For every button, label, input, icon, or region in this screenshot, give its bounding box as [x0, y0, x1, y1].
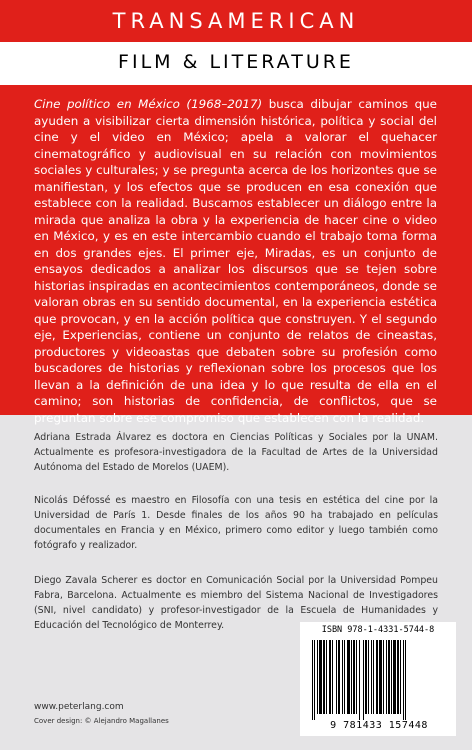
author-bio-zavala: Diego Zavala Scherer es doctor en Comunicación Social por la Universidad Pompeu Fabra, Barcelona. Actualmente es miembro del Sistema Nacional de Investigadores (SNI, nivel candidato) y profesor-investigador de la Escuela de Humanidades y Educación del Tecnológico de Monterrey.	[34, 575, 438, 631]
series-title-top: TRANSAMERICAN	[0, 0, 472, 42]
publisher-website: www.peterlang.com	[34, 702, 124, 712]
author-bio-estrada: Adriana Estrada Álvarez es doctora en Ciencias Políticas y Sociales por la UNAM. Actualmente es profesora-investigadora de la Facultad de Artes de la Universidad Autónoma del Estado de Morelos (UAEM).	[34, 432, 438, 473]
isbn-label: ISBN 978-1-4331-5744-8	[321, 625, 435, 635]
blurb-body: busca dibujar caminos que ayuden a visibilizar cierta dimensión histórica, política y social del cine y el video en México; apela a valorar el quehacer cinematográfico y audiovisual en su relación con movimientos sociales y culturales; y se pregunta acerca de los horizontes que se manifiestan, y los efectos que se producen en esa conexión que establece con la realidad. Buscamos establecer un diálogo entre la mirada que analiza la obra y la experiencia de hacer cine o video en México, y es en este intercambio cuando el trabajo toma forma en dos grandes ejes. El primer eje, Miradas, es un conjunto de ensayos dedicados a analizar los discursos que se tejen sobre historias inspiradas en acontecimientos contemporáneos, donde se valoran obras en su sentido documental, en la experiencia estética que provocan, y en la acción política que construyen. Y el segundo eje, Experiencias, contiene un conjunto de relatos de cineastas, productores y videoastas que debaten sobre su profesión como buscadores de historias y reflexionan sobre los procesos que los llevan a la definición de una idea y lo que resulta de ella en el camino; son historias de confidencia, de conflictos, que se preguntan sobre ese compromiso que establecen con la realidad.	[34, 97, 437, 425]
author-bio-defosse: Nicolás Défossé es maestro en Filosofía con una tesis en estética del cine por la Universidad de París 1. Desde finales de los años 90 ha trabajado en películas documentales en Francia y en México, primero como editor y luego también como fotógrafo y realizador.	[34, 495, 438, 551]
book-title: Cine político en México (1968–2017)	[34, 97, 263, 111]
barcode-icon	[310, 640, 446, 720]
barcode-digits: 9 781433 157448	[330, 720, 428, 731]
book-blurb	[34, 96, 437, 426]
series-header	[0, 0, 472, 85]
cover-credit: Cover design: © Alejandro Magallanes	[34, 717, 169, 725]
series-title-bottom: FILM & LITERATURE	[0, 44, 472, 80]
